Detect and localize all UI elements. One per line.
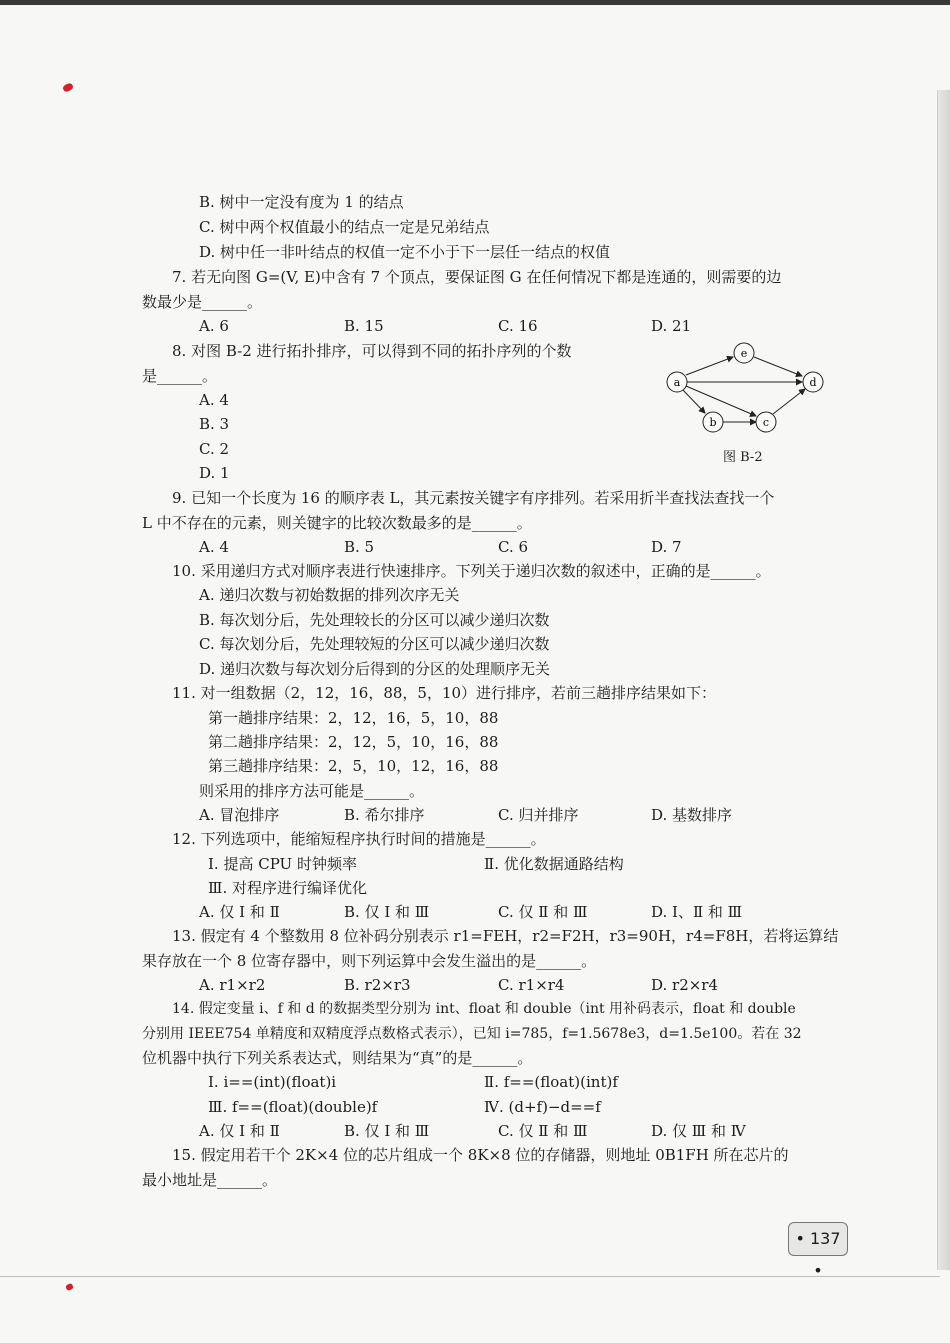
q10-option-a: A. 递归次数与初始数据的排列次序无关 (199, 586, 460, 604)
q10-option-b: B. 每次划分后，先处理较长的分区可以减少递归次数 (199, 611, 550, 629)
q11-pass1: 第一趟排序结果：2，12，16，5，10，88 (208, 709, 499, 727)
node-a-label: a (673, 376, 681, 389)
edge-c-d (773, 389, 805, 414)
q8-option-c: C. 2 (199, 440, 230, 458)
q14-item-iv: Ⅳ. (d+f)−d==f (484, 1098, 601, 1116)
q14-stem-line2: 分别用 IEEE754 单精度和双精度浮点数格式表示），已知 i=785，f=1.5678e3，d=1.5e100。若在 32 (142, 1026, 802, 1042)
q12-item-ii: Ⅱ. 优化数据通路结构 (484, 855, 624, 873)
q14-item-iii: Ⅲ. f==(float)(double)f (208, 1098, 378, 1116)
q9-option-c: C. 6 (498, 538, 529, 556)
q6-option-b: B. 树中一定没有度为 1 的结点 (199, 193, 404, 211)
q11-pass3: 第三趟排序结果：2，5，10，12，16，88 (208, 757, 499, 775)
q11-option-d: D. 基数排序 (651, 806, 733, 824)
q6-option-c: C. 树中两个权值最小的结点一定是兄弟结点 (199, 218, 490, 236)
q7-option-a: A. 6 (199, 317, 229, 335)
q12-option-c: C. 仅 Ⅱ 和 Ⅲ (498, 903, 588, 921)
q14-option-a: A. 仅 Ⅰ 和 Ⅱ (199, 1122, 280, 1140)
q13-option-b: B. r2×r3 (344, 976, 411, 994)
q9-option-b: B. 5 (344, 538, 375, 556)
q11-question: 则采用的排序方法可能是______。 (199, 782, 425, 800)
q13-option-a: A. r1×r2 (199, 976, 266, 994)
node-e-label: e (740, 347, 748, 360)
q7-option-c: C. 16 (498, 317, 538, 335)
q10-stem: 10. 采用递归方式对顺序表进行快速排序。下列关于递归次数的叙述中，正确的是______。 (172, 562, 771, 580)
q8-option-b: B. 3 (199, 415, 230, 433)
q8-option-a: A. 4 (199, 391, 229, 409)
edge-a-c (686, 386, 756, 416)
q14-stem-line3: 位机器中执行下列关系表达式，则结果为“真”的是______。 (142, 1049, 533, 1067)
q11-option-b: B. 希尔排序 (344, 806, 425, 824)
q12-item-i: Ⅰ. 提高 CPU 时钟频率 (208, 855, 357, 873)
node-d-label: d (809, 376, 817, 389)
q8-stem-line1: 8. 对图 B-2 进行拓扑排序，可以得到不同的拓扑序列的个数 (172, 342, 572, 360)
q6-option-d: D. 树中任一非叶结点的权值一定不小于下一层任一结点的权值 (199, 243, 611, 261)
q14-option-b: B. 仅 Ⅰ 和 Ⅲ (344, 1122, 430, 1140)
q13-option-d: D. r2×r4 (651, 976, 719, 994)
q14-item-i: Ⅰ. i==(int)(float)i (208, 1073, 337, 1091)
page-number: • 137 • (788, 1222, 848, 1256)
q9-stem-line2: L 中不存在的元素，则关键字的比较次数最多的是______。 (142, 514, 532, 532)
q14-stem-line1: 14. 假定变量 i、f 和 d 的数据类型分别为 int、float 和 double（int 用补码表示，float 和 double (172, 1001, 796, 1017)
q11-option-a: A. 冒泡排序 (199, 806, 280, 824)
q15-stem-line1: 15. 假定用若干个 2K×4 位的芯片组成一个 8K×8 位的存储器，则地址 0B1FH 所在芯片的 (172, 1146, 789, 1164)
node-b-label: b (709, 416, 717, 429)
q13-stem-line1: 13. 假定有 4 个整数用 8 位补码分别表示 r1=FEH，r2=F2H，r3=90H，r4=F8H，若将运算结 (172, 927, 839, 945)
q11-stem: 11. 对一组数据（2，12，16，88，5，10）进行排序，若前三趟排序结果如下： (172, 684, 717, 702)
figure-caption: 图 B-2 (723, 450, 763, 465)
q11-pass2: 第二趟排序结果：2，12，5，10，16，88 (208, 733, 499, 751)
q7-stem-line1: 7. 若无向图 G=(V, E)中含有 7 个顶点，要保证图 G 在任何情况下都是连通的，则需要的边 (172, 268, 782, 286)
q10-option-d: D. 递归次数与每次划分后得到的分区的处理顺序无关 (199, 660, 551, 678)
q12-option-a: A. 仅 Ⅰ 和 Ⅱ (199, 903, 280, 921)
q12-option-b: B. 仅 Ⅰ 和 Ⅲ (344, 903, 430, 921)
q15-stem-line2: 最小地址是______。 (142, 1171, 278, 1189)
q11-option-c: C. 归并排序 (498, 806, 579, 824)
q7-option-b: B. 15 (344, 317, 384, 335)
q8-stem-line2: 是______。 (142, 367, 218, 385)
figure-b2-graph (660, 340, 830, 440)
edge-a-e (686, 357, 733, 375)
node-c-label: c (762, 416, 770, 429)
q7-stem-line2: 数最少是______。 (142, 293, 263, 311)
q12-item-iii: Ⅲ. 对程序进行编译优化 (208, 879, 368, 897)
q12-stem: 12. 下列选项中，能缩短程序执行时间的措施是______。 (172, 830, 546, 848)
q10-option-c: C. 每次划分后，先处理较短的分区可以减少递归次数 (199, 635, 550, 653)
q13-stem-line2: 果存放在一个 8 位寄存器中，则下列运算中会发生溢出的是______。 (142, 952, 597, 970)
edge-e-d (754, 357, 802, 376)
q7-option-d: D. 21 (651, 317, 692, 335)
q13-option-c: C. r1×r4 (498, 976, 565, 994)
q14-item-ii: Ⅱ. f==(float)(int)f (484, 1073, 618, 1091)
q9-stem-line1: 9. 已知一个长度为 16 的顺序表 L，其元素按关键字有序排列。若采用折半查找法查找一个 (172, 489, 775, 507)
q9-option-a: A. 4 (199, 538, 229, 556)
q8-option-d: D. 1 (199, 464, 230, 482)
q9-option-d: D. 7 (651, 538, 682, 556)
q12-option-d: D. Ⅰ、Ⅱ 和 Ⅲ (651, 903, 743, 921)
q14-option-c: C. 仅 Ⅱ 和 Ⅲ (498, 1122, 588, 1140)
q14-option-d: D. 仅 Ⅲ 和 Ⅳ (651, 1122, 746, 1140)
